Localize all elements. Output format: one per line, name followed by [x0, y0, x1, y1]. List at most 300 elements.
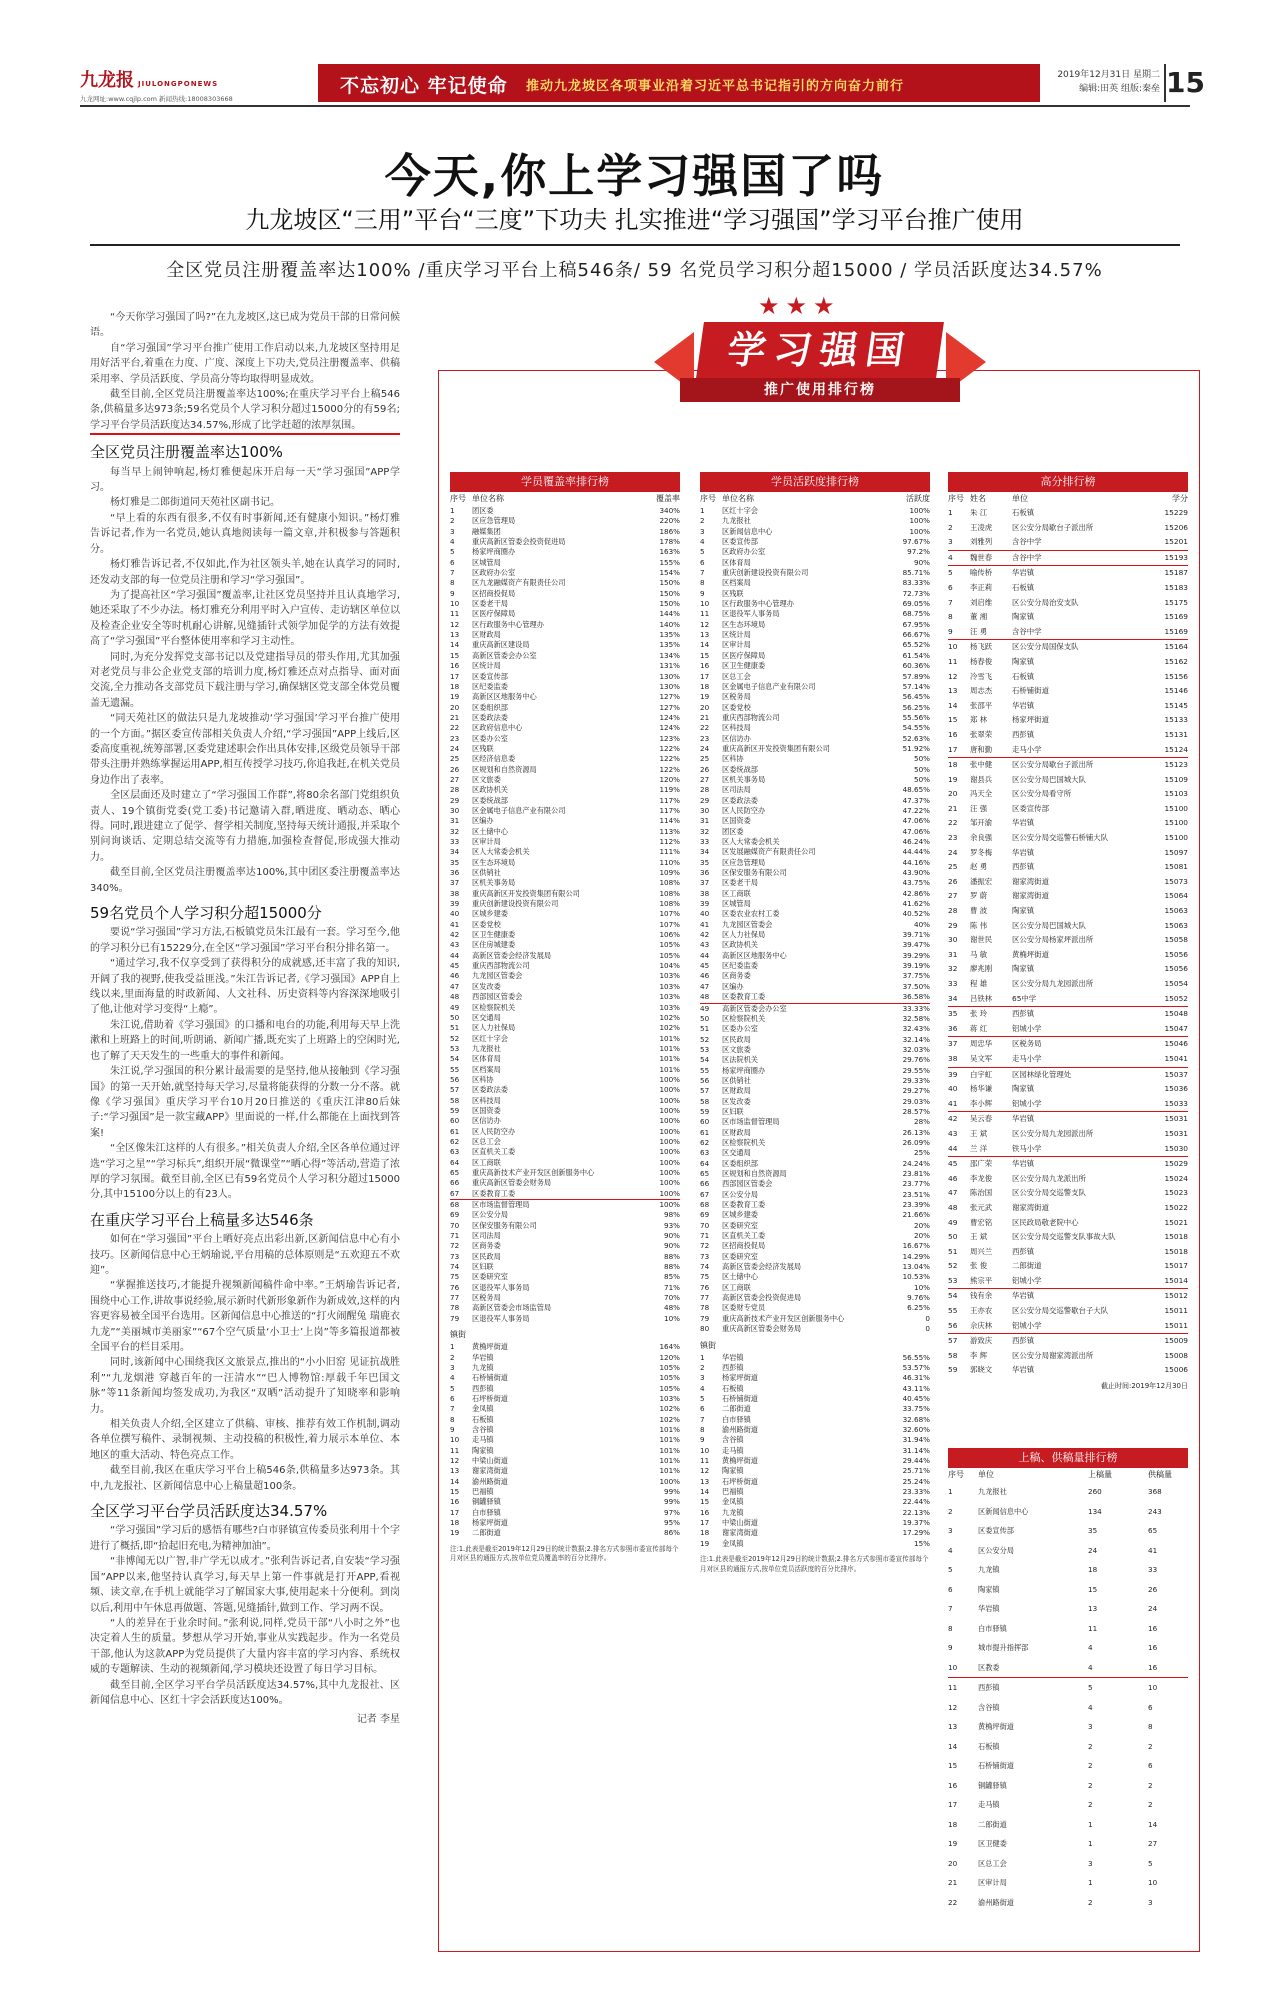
rank-value: 50% [914, 774, 930, 784]
unit-name: 区金属电子信息产业有限公司 [472, 805, 566, 815]
table-row [948, 787, 1188, 802]
rank-no: 3 [450, 1362, 455, 1372]
unit-name: 区科协 [472, 1074, 494, 1084]
published-count: 4 [1088, 1702, 1093, 1712]
score-value: 15169 [1164, 612, 1188, 622]
rank-value: 155% [659, 557, 680, 567]
rank-no: 13 [948, 686, 958, 696]
rank-no: 5 [948, 568, 953, 578]
table-row [700, 1231, 930, 1241]
article-paragraph: “今天你学习强国了吗?”在九龙坡区,这已成为党员干部的日常问候语。 [90, 312, 400, 339]
table-row [700, 1097, 930, 1107]
rank-no: 15 [700, 650, 710, 660]
published-count: 1 [1088, 1839, 1093, 1848]
table-row [700, 651, 930, 661]
rank-no: 25 [948, 862, 958, 872]
rank-no: 8 [450, 1414, 455, 1424]
rank-value: 15% [914, 1538, 930, 1548]
unit-name: 区委研究室 [722, 1251, 758, 1261]
rank-value: 39.19% [902, 961, 930, 971]
rank-value: 10.53% [902, 1272, 930, 1282]
table-row [450, 1178, 680, 1188]
unit-name: 区发展融媒资产有限责任公司 [722, 847, 816, 857]
score-value: 15048 [1164, 1009, 1188, 1019]
unit-name: 区编办 [722, 981, 744, 991]
rank-no: 64 [450, 1157, 460, 1167]
rank-value: 20% [914, 1231, 930, 1241]
unit-name: 区委老干局 [722, 878, 758, 888]
rank-no: 9 [948, 1643, 953, 1652]
badge-title: 学习强国 [696, 322, 944, 378]
town-row [450, 1373, 680, 1383]
rank-no: 80 [700, 1324, 710, 1334]
rank-no: 18 [700, 1528, 710, 1538]
unit-name: 九龙园区管委会 [472, 971, 523, 981]
rank-no: 59 [700, 1106, 710, 1116]
unit-name: 高新区管委会办公室 [472, 650, 537, 660]
table-row [450, 630, 680, 640]
rank-no: 27 [700, 774, 710, 784]
person-name: 周忠华 [970, 1039, 993, 1049]
unit-name: 区委财专党员 [722, 1303, 766, 1313]
town-name: 巴福镇 [722, 1486, 744, 1496]
rank-no: 46 [450, 971, 460, 981]
table-row [700, 692, 930, 702]
score-value: 15124 [1164, 744, 1188, 754]
table-row [948, 816, 1188, 831]
unit-name: 走马镇 [978, 1800, 1000, 1809]
town-row [700, 1404, 930, 1414]
table-row [948, 802, 1188, 817]
rank-no: 36 [700, 868, 710, 878]
unit-name: 区住房城建委 [472, 940, 516, 950]
rank-value: 110% [659, 857, 680, 867]
rank-no: 44 [948, 1143, 958, 1153]
rank-value: 44.44% [902, 847, 930, 857]
logo-contact-line: 九龙网址:www.cqjlp.com 新闻热线:18008303668 [80, 95, 233, 103]
rank-value: 26.13% [902, 1127, 930, 1137]
rank-no: 44 [700, 950, 710, 960]
rank-no: 24 [948, 847, 958, 857]
table-row [450, 868, 680, 878]
rank-value: 97.2% [907, 547, 930, 557]
rank-no: 36 [948, 1023, 958, 1033]
rank-no: 9 [450, 1424, 455, 1434]
table-row [450, 847, 680, 857]
article-paragraph: 杨灯雅是二郎街道同天苑社区副书记。 [110, 497, 280, 509]
rank-value: 32.58% [902, 1013, 930, 1023]
rank-value: 40% [914, 919, 930, 929]
rank-no: 78 [700, 1303, 710, 1313]
submitted-count: 3 [1148, 1897, 1153, 1907]
unit-name: 区委教育工委 [472, 1188, 516, 1198]
score-value: 15014 [1164, 1275, 1188, 1285]
rank-value: 85.71% [902, 568, 930, 578]
rank-no: 24 [450, 743, 460, 753]
rank-value: 13.04% [902, 1262, 930, 1272]
unit-name: 区公安分局九龙园派出所 [1012, 979, 1094, 988]
unit-name: 铝城小学 [1012, 1320, 1042, 1330]
score-value: 15017 [1164, 1261, 1188, 1271]
rank-no: 20 [700, 702, 710, 712]
issue-editors: 编辑:田英 组版:秦垒 [1079, 84, 1160, 94]
rank-no: 6 [948, 1584, 953, 1594]
town-name: 渝州路街道 [472, 1476, 508, 1486]
rank-no: 6 [700, 1404, 705, 1414]
table-row [700, 1210, 930, 1220]
table-row [948, 1274, 1188, 1290]
rank-value: 9.76% [907, 1293, 930, 1303]
published-count: 35 [1088, 1526, 1098, 1535]
town-name: 白市驿镇 [472, 1507, 501, 1517]
unit-name: 团区委 [722, 826, 744, 836]
rank-no: 54 [948, 1291, 958, 1301]
rank-value: 48.65% [902, 785, 930, 795]
unit-name: 西彭镇 [1012, 1009, 1035, 1019]
unit-name: 石板镇 [1012, 508, 1035, 517]
unit-name: 走马小学 [1012, 744, 1042, 754]
rank-no: 48 [948, 1202, 958, 1212]
rank-value: 100% [659, 1105, 680, 1115]
rank-value: 67.95% [902, 619, 930, 629]
table-row [450, 589, 680, 599]
rank-value: 61.54% [902, 650, 930, 660]
unit-name: 铝城小学 [1012, 1098, 1042, 1108]
rank-no: 5 [450, 1383, 455, 1393]
submitted-count: 8 [1148, 1722, 1153, 1731]
rank-value: 108% [659, 888, 680, 898]
rank-value: 43.75% [902, 878, 930, 888]
rank-value: 0 [925, 1313, 930, 1323]
unit-name: 含谷中学 [1012, 537, 1042, 547]
rank-no: 50 [700, 1013, 710, 1023]
rank-no: 76 [700, 1282, 710, 1292]
rank-no: 75 [450, 1272, 460, 1282]
rank-value: 100% [659, 1085, 680, 1095]
town-row [700, 1456, 930, 1466]
table-row [450, 1189, 680, 1200]
table-row [700, 992, 930, 1003]
score-value: 15133 [1164, 715, 1188, 725]
rank-value: 105% [659, 1362, 680, 1372]
rank-no: 20 [948, 1858, 958, 1868]
table-row [948, 1541, 1188, 1561]
unit-name: 区政协机关 [472, 785, 508, 795]
rank-no: 70 [700, 1220, 710, 1230]
rank-value: 14.29% [902, 1251, 930, 1261]
rank-value: 25.71% [902, 1466, 930, 1476]
submitted-count: 243 [1148, 1506, 1162, 1516]
unit-name: 区公安分局 [978, 1545, 1014, 1555]
article-paragraph: 朱江说,借助着《学习强国》的口播和电台的功能,利用每天早上洗漱和上班路上的时间,听朗诵、新闻广播,既充实了上班路上的空闲时光,也了解了天天发生的一些重大的事件和新闻。 [90, 1019, 400, 1062]
table-rows [948, 506, 1188, 1378]
unit-name: 区商务委 [472, 1241, 501, 1251]
rank-no: 45 [948, 1159, 958, 1169]
rank-value: 102% [659, 1414, 680, 1424]
rank-value: 100% [659, 1157, 680, 1167]
submitted-count: 16 [1148, 1662, 1158, 1672]
unit-name: 区委政法委 [722, 795, 758, 805]
table-row [700, 1107, 930, 1117]
table-row [948, 1363, 1188, 1378]
rank-no: 43 [948, 1128, 958, 1138]
unit-name: 高新区管委会投资促进局 [722, 1293, 802, 1303]
rank-value: 122% [659, 764, 680, 774]
rank-no: 6 [450, 1393, 455, 1403]
unit-name: 重庆创新建设投资有限公司 [722, 568, 809, 578]
rank-no: 30 [948, 935, 958, 945]
table-row [450, 754, 680, 764]
person-name: 游致庆 [970, 1336, 993, 1346]
submitted-count: 41 [1148, 1545, 1158, 1555]
unit-name: 区税务局 [722, 692, 751, 702]
person-name: 吴文军 [970, 1053, 993, 1063]
person-name: 熊宗平 [970, 1275, 993, 1285]
rank-no: 6 [700, 557, 705, 567]
rank-value: 23.81% [902, 1169, 930, 1178]
coverage-ranking-table [450, 472, 680, 1564]
table-row [450, 785, 680, 795]
table-row [450, 558, 680, 568]
article-paragraph: 相关负责人介绍,全区建立了供稿、审核、推荐有效工作机制,调动各单位撰写稿件、录制视频、主动投稿的积极性,着力展示本单位、本地区的重大活动、特色亮点工作。 [90, 1419, 400, 1461]
rank-no: 65 [700, 1169, 710, 1178]
town-row [700, 1518, 930, 1528]
article-paragraph: 截至目前,全区党员注册覆盖率达100%;在重庆学习平台上稿546条,供稿量多达973条;59名党员个人学习积分超过15000分的有59名;学习平台学员活跃度达34.57%,形成了比学赶超的浓厚氛围。 [90, 387, 400, 435]
unit-name: 区纪委监委 [472, 681, 508, 691]
score-value: 15175 [1164, 597, 1188, 607]
rank-no: 77 [450, 1293, 460, 1303]
submitted-count: 2 [1148, 1741, 1153, 1751]
rank-no: 18 [700, 681, 710, 691]
rank-no: 51 [450, 1023, 460, 1033]
unit-name: 区生态环境局 [472, 857, 516, 867]
rank-no: 12 [948, 1702, 958, 1712]
unit-name: 区公安分局 [722, 1189, 758, 1199]
table-row [948, 684, 1188, 699]
rank-no: 20 [948, 789, 958, 799]
unit-name: 区残联 [472, 743, 494, 753]
table-row [948, 566, 1188, 581]
town-name: 杨家坪街道 [472, 1518, 508, 1527]
table-row [700, 734, 930, 744]
submitted-count: 33 [1148, 1565, 1158, 1574]
rank-value: 101% [659, 1466, 680, 1476]
masthead [80, 64, 1205, 104]
rank-no: 33 [450, 837, 460, 846]
table-row [450, 692, 680, 702]
rank-no: 19 [700, 1538, 710, 1548]
unit-name: 西彭镇 [978, 1683, 1000, 1692]
rank-value: 50% [914, 754, 930, 764]
rank-no: 78 [450, 1303, 460, 1313]
person-name: 佘庆林 [970, 1320, 993, 1330]
table-row [450, 1013, 680, 1023]
logo-subtitle: JIULONGPONEWS [138, 80, 219, 88]
unit-name: 区发改委 [472, 981, 501, 991]
table-row [948, 846, 1188, 861]
section-points [90, 925, 400, 1202]
unit-name: 渝州路街道 [978, 1897, 1014, 1907]
person-name: 曹 波 [970, 906, 988, 916]
rank-no: 5 [700, 547, 705, 557]
town-name: 华岩镇 [722, 1352, 744, 1362]
rank-no: 49 [700, 1003, 710, 1013]
rank-no: 21 [948, 1878, 958, 1887]
rank-no: 31 [700, 816, 710, 826]
table-row [700, 1169, 930, 1179]
unit-name: 含谷镇 [978, 1702, 1000, 1712]
table-row [700, 951, 930, 961]
rank-no: 12 [700, 1466, 710, 1476]
rank-value: 122% [659, 754, 680, 764]
unit-name: 铁马小学 [1012, 1143, 1042, 1153]
rank-no: 3 [700, 1373, 705, 1383]
table-row [948, 1068, 1188, 1083]
submitted-count: 24 [1148, 1604, 1158, 1613]
rank-no: 10 [700, 1445, 710, 1455]
rank-no: 3 [948, 1526, 953, 1535]
table-row [450, 1221, 680, 1231]
rank-no: 52 [948, 1261, 958, 1271]
section-submissions [90, 1232, 400, 1494]
table-row [450, 827, 680, 837]
person-name: 余良强 [970, 833, 993, 843]
rank-value: 103% [659, 992, 680, 1002]
article-paragraph: 截至目前,我区在重庆学习平台上稿546条,供稿量多达973条。其中,九龙报社、区新闻信息中心上稿量超100条。 [90, 1465, 400, 1492]
table-row [450, 961, 680, 971]
table-row [450, 1283, 680, 1293]
unit-name: 华岩镇 [1012, 818, 1035, 828]
unit-name: 高新区区地服务中心 [722, 950, 787, 960]
person-name: 白宇虹 [970, 1069, 993, 1079]
score-value: 15018 [1164, 1246, 1188, 1256]
rank-no: 10 [450, 599, 460, 609]
unit-name: 华岩镇 [1012, 700, 1035, 710]
table-row [948, 1007, 1188, 1022]
rank-value: 23.33% [902, 1486, 930, 1496]
published-count: 1 [1088, 1819, 1093, 1829]
town-name: 金凤镇 [472, 1404, 494, 1414]
table-row [948, 1678, 1188, 1698]
rank-no: 8 [948, 1623, 953, 1633]
rank-no: 7 [450, 1404, 455, 1414]
score-value: 15123 [1164, 760, 1188, 770]
rank-value: 120% [659, 1352, 680, 1362]
rank-no: 22 [700, 723, 710, 733]
score-value: 15229 [1164, 508, 1188, 517]
unit-name: 区公安分局交巡警支队 [1012, 1188, 1086, 1198]
rank-value: 16.67% [902, 1241, 930, 1251]
rank-no: 60 [450, 1116, 460, 1126]
person-name: 周兴兰 [970, 1246, 993, 1256]
person-name: 周志杰 [970, 686, 993, 696]
table-row [450, 734, 680, 744]
table-row [700, 620, 930, 630]
town-name: 陶家镇 [472, 1445, 494, 1455]
rank-value: 37.75% [902, 971, 930, 981]
table-row [948, 1304, 1188, 1319]
rank-value: 56.55% [902, 1352, 930, 1362]
score-value: 15201 [1164, 537, 1188, 547]
town-name: 中梁山街道 [722, 1518, 758, 1527]
town-row [700, 1487, 930, 1497]
unit-name: 区工商联 [472, 1157, 501, 1167]
table-row [450, 1147, 680, 1157]
rank-value: 100% [659, 1168, 680, 1177]
unit-name: 区卫生健康委 [722, 661, 766, 671]
rank-no: 68 [700, 1200, 710, 1210]
score-value: 15006 [1164, 1365, 1188, 1375]
unit-name: 区应急管理局 [722, 857, 766, 867]
rank-value: 103% [659, 981, 680, 991]
published-count: 134 [1088, 1506, 1102, 1516]
rank-value: 57.14% [902, 681, 930, 691]
rank-no: 9 [700, 1435, 705, 1445]
rank-no: 39 [948, 1069, 958, 1079]
unit-name: 区交通局 [472, 1012, 501, 1022]
table-row [450, 889, 680, 899]
unit-name: 区城乡建委 [722, 1210, 758, 1220]
unit-name: 陶家镇 [1012, 612, 1035, 622]
rank-value: 10% [664, 1313, 680, 1323]
rank-no: 22 [450, 723, 460, 733]
table-row [948, 699, 1188, 714]
table-row [700, 1117, 930, 1127]
rank-value: 220% [659, 516, 680, 526]
rank-no: 13 [450, 630, 460, 640]
unit-name: 区税务局 [1012, 1039, 1042, 1049]
unit-name: 区国资委 [472, 1105, 501, 1115]
rank-value: 31.94% [902, 1435, 930, 1445]
published-count: 260 [1088, 1487, 1102, 1496]
table-title: 高分排行榜 [948, 472, 1188, 492]
table-row [450, 816, 680, 826]
town-row [700, 1373, 930, 1383]
rank-value: 93% [664, 1220, 680, 1230]
rank-value: 100% [659, 1188, 680, 1198]
rank-value: 83.33% [902, 578, 930, 588]
person-name: 喻传桥 [970, 568, 993, 578]
rank-value: 88% [664, 1251, 680, 1261]
table-row [948, 1186, 1188, 1201]
table-row [700, 568, 930, 578]
table-row [948, 535, 1188, 551]
rank-value: 29.44% [902, 1455, 930, 1465]
rank-no: 65 [450, 1168, 460, 1177]
rank-no: 71 [450, 1231, 460, 1241]
rank-no: 10 [700, 599, 710, 609]
unit-name: 区科协 [722, 754, 744, 764]
unit-name: 区法院机关 [722, 1055, 758, 1065]
rank-value: 100% [659, 1476, 680, 1486]
rank-no: 19 [450, 1528, 460, 1538]
town-row [450, 1435, 680, 1445]
rank-no: 10 [948, 1662, 958, 1672]
unit-name: 区交通局 [722, 1148, 751, 1158]
rank-no: 31 [450, 816, 460, 826]
table-row [948, 889, 1188, 904]
table-row [700, 920, 930, 930]
rank-no: 13 [700, 1476, 710, 1486]
unit-name: 区公安分局交巡警石桥铺大队 [1012, 833, 1109, 843]
rank-value: 42.86% [902, 888, 930, 898]
table-row [948, 1201, 1188, 1216]
rank-value: 100% [909, 516, 930, 526]
table-row [450, 1210, 680, 1220]
unit-name: 华岩镇 [1012, 568, 1035, 578]
rank-value: 101% [659, 1033, 680, 1043]
rank-value: 39.71% [902, 930, 930, 940]
